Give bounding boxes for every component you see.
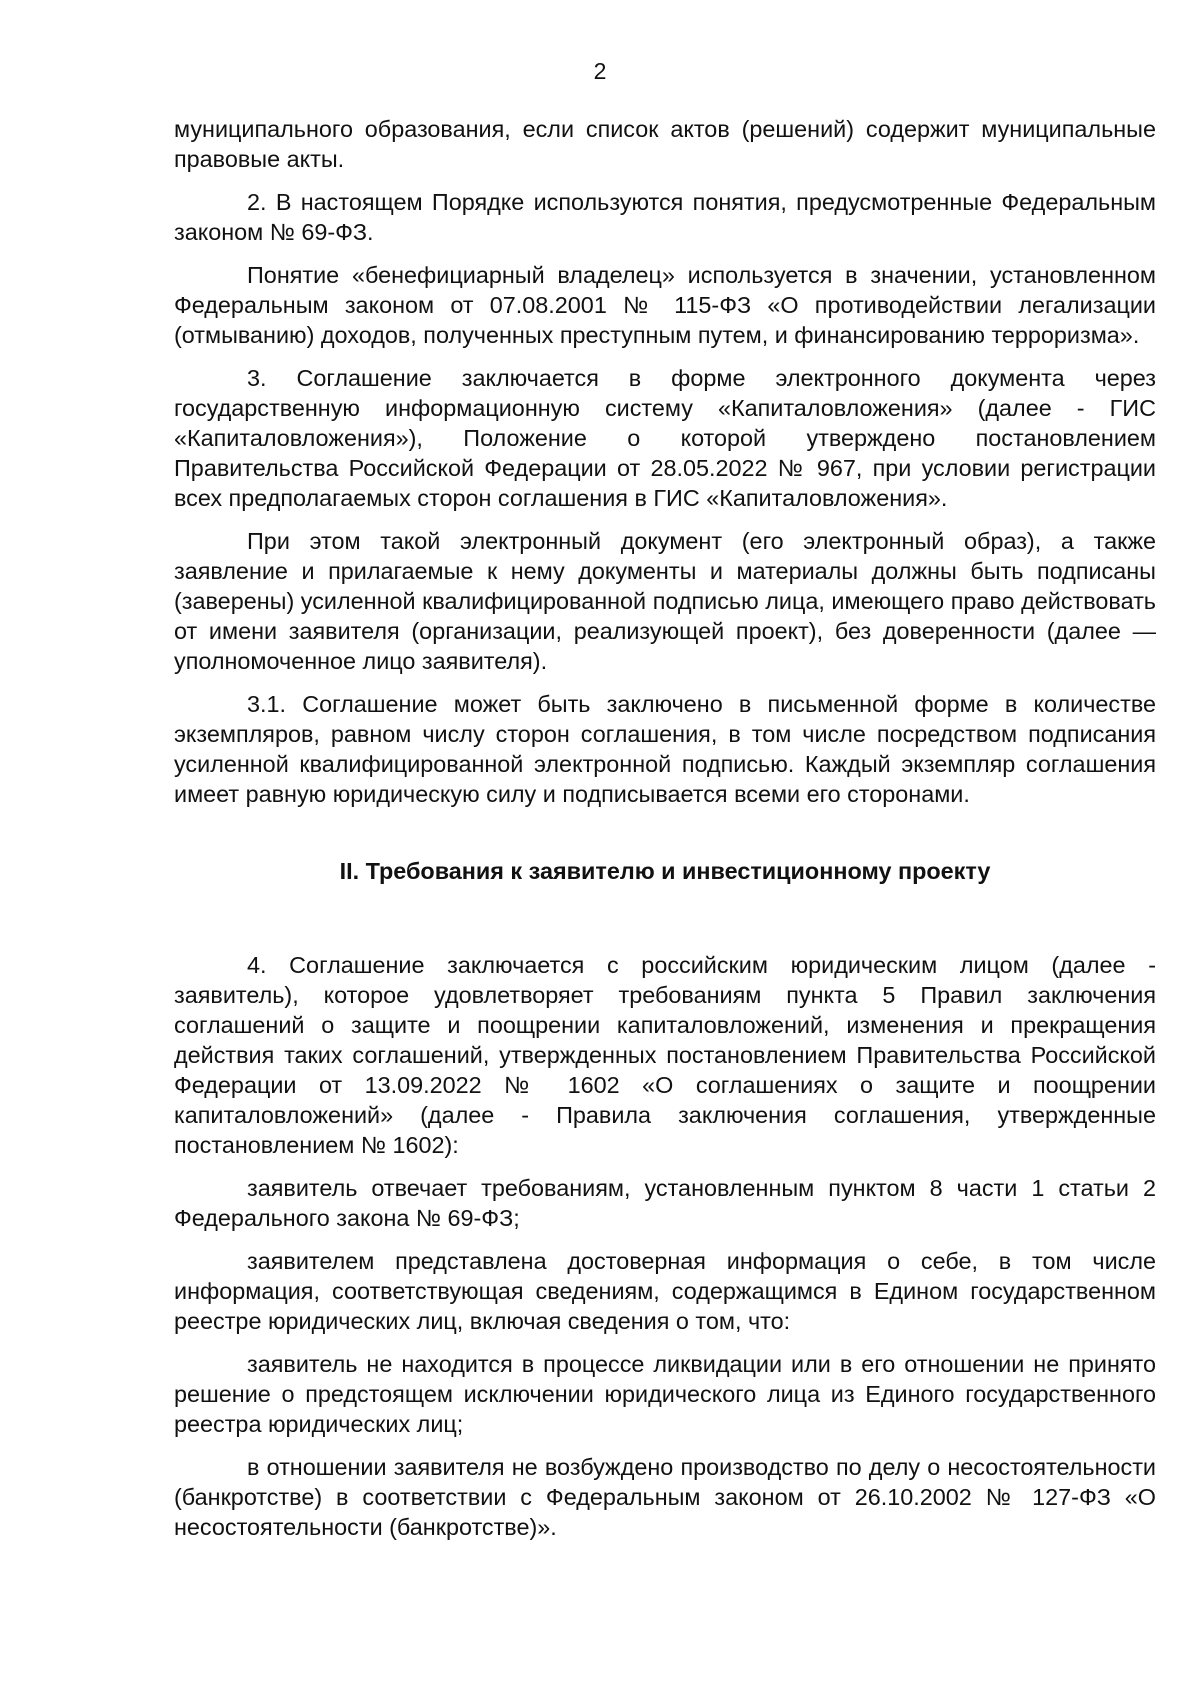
paragraph-requirement-3: заявитель не находится в процессе ликвидации или в его отношении не принято решение о предстоящем исключении юридического лица из Единого государственного реестра юридических лиц; — [174, 1351, 1156, 1437]
paragraph-beneficiary-definition: Понятие «бенефициарный владелец» используется в значении, установленном Федеральным законом от 07.08.2001 № 115-ФЗ «О противодействии легализации (отмыванию) доходов, полученных преступным путем, и финансированию терроризма». — [174, 262, 1156, 348]
paragraph-electronic-signature: При этом такой электронный документ (его электронный образ), а также заявление и прилагаемые к нему документы и материалы должны быть подписаны (заверены) усиленной квалифицированной подписью лица, имеющего право действовать от имени заявителя (организации, реализующей проект), без доверенности (далее — уполномоченное лицо заявителя). — [174, 528, 1156, 674]
paragraph-item-4: 4. Соглашение заключается с российским юридическим лицом (далее - заявитель), которое удовлетворяет требованиям пункта 5 Правил заключения соглашений о защите и поощрении капиталовложений, изменения и прекращения действия таких соглашений, утвержденных постановлением Правительства Российской Федерации от 13.09.2022 № 1602 «О соглашениях о защите и поощрении капиталовложений» (далее - Правила заключения соглашения, утвержденные постановлением № 1602): — [174, 952, 1156, 1158]
paragraph-item-2: 2. В настоящем Порядке используются понятия, предусмотренные Федеральным законом № 69-ФЗ. — [174, 189, 1156, 245]
paragraph-continuation: муниципального образования, если список актов (решений) содержит муниципальные правовые акты. — [174, 116, 1156, 172]
paragraph-item-3: 3. Соглашение заключается в форме электронного документа через государственную информационную систему «Капиталовложения» (далее - ГИС «Капиталовложения»), Положение о которой утверждено постановлением Правительства Российской Федерации от 28.05.2022 № 967, при условии регистрации всех предполагаемых сторон соглашения в ГИС «Капиталовложения». — [174, 365, 1156, 511]
paragraph-requirement-4: в отношении заявителя не возбуждено производство по делу о несостоятельности (банкротстве) в соответствии с Федеральным законом от 26.10.2002 № 127-ФЗ «О несостоятельности (банкротстве)». — [174, 1454, 1156, 1540]
section-heading: II. Требования к заявителю и инвестиционному проекту — [339, 858, 991, 884]
page-number: 2 — [593, 58, 607, 84]
paragraph-item-3-1: 3.1. Соглашение может быть заключено в письменной форме в количестве экземпляров, равном числу сторон соглашения, в том числе посредством подписания усиленной квалифицированной электронной подписью. Каждый экземпляр соглашения имеет равную юридическую силу и подписывается всеми его сторонами. — [174, 691, 1156, 807]
paragraph-requirement-1: заявитель отвечает требованиям, установленным пунктом 8 части 1 статьи 2 Федерального закона № 69-ФЗ; — [174, 1175, 1156, 1231]
document-body — [174, 114, 1156, 1555]
paragraph-requirement-2: заявителем представлена достоверная информация о себе, в том числе информация, соответствующая сведениям, содержащимся в Едином государственном реестре юридических лиц, включая сведения о том, что: — [174, 1248, 1156, 1334]
